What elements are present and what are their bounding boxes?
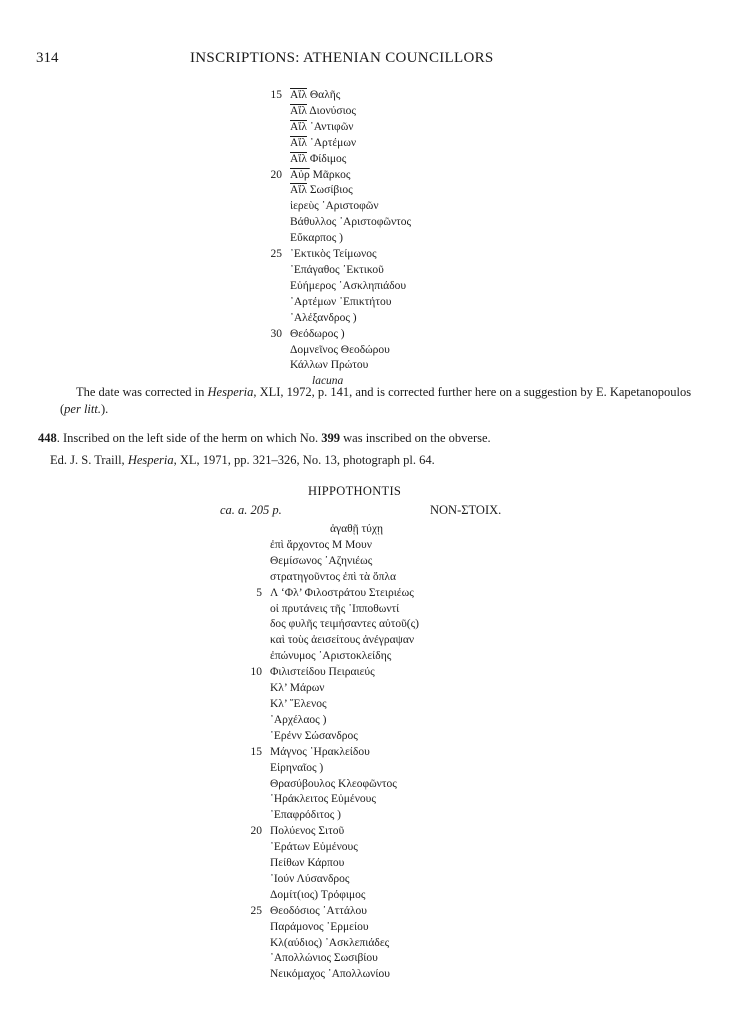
stoichedon-note: NON-ΣΤΟΙΧ. (430, 503, 502, 517)
line-text: Εἰρηναῖος ) (270, 761, 324, 774)
line-number (240, 617, 270, 633)
line-number (260, 263, 290, 279)
line-number (240, 713, 270, 729)
line-number (240, 602, 270, 618)
line-text: Παράμονος ῾Ερμείου (270, 920, 369, 933)
personal-name: ᾿Αντιφῶν (309, 120, 354, 133)
line-text: ῾Ηράκλειτος Εὐμένους (270, 793, 376, 806)
line-text (290, 263, 520, 279)
line-text: ᾿Ιούν Λύσανδρος (270, 872, 350, 885)
line-text (290, 358, 520, 374)
line-number (260, 311, 290, 327)
personal-name: Εὔκαρπος ) (290, 232, 343, 245)
line-text (290, 295, 520, 311)
inscription-line (240, 633, 540, 649)
line-text: Μάγνος ῾Ηρακλείδου (270, 745, 370, 758)
inscription-line (240, 713, 540, 729)
entry-448-heading: 448. Inscribed on the left side of the herm on which No. 399 was inscribed on the obverse. (38, 431, 491, 445)
line-number (260, 343, 290, 359)
personal-name: ἱερεὺς ᾿Αριστοφῶν (290, 200, 379, 213)
line-text (290, 168, 520, 184)
inscription-448-text (240, 522, 540, 983)
line-text: ἐπὶ ἄρχοντος Μ Μουν (270, 538, 372, 551)
line-text: Θεοδόσιος ᾿Αττάλου (270, 904, 367, 917)
personal-name: ᾿Αρτέμων ᾿Επικτήτου (290, 295, 392, 308)
line-text: καὶ τοὺς ἀεισείτους ἀνέγραψαν (270, 634, 415, 647)
per-litt: per litt. (64, 402, 101, 416)
line-text: Πείθων Κάρπου (270, 857, 345, 870)
inscription-line (260, 136, 520, 152)
tribe-heading: HIPPOTHONTIS (308, 484, 402, 498)
line-text: ῾Ερένν Σώσανδρος (270, 729, 358, 742)
personal-name: Θεόδωρος ) (290, 327, 345, 340)
line-number (240, 888, 270, 904)
line-number (260, 199, 290, 215)
inscription-line (240, 554, 540, 570)
inscription-line (240, 920, 540, 936)
inscription-line (240, 602, 540, 618)
personal-name: Βάθυλλος ᾿Αριστοφῶντος (290, 216, 412, 229)
inscription-line (240, 951, 540, 967)
line-number (260, 120, 290, 136)
line-number (240, 681, 270, 697)
line-number (240, 538, 270, 554)
inscription-line (260, 279, 520, 295)
line-text: Φιλιστείδου Πειραιεύς (270, 666, 375, 679)
inscription-line (240, 967, 540, 983)
line-number (240, 554, 270, 570)
line-text: ᾿Εράτων Εὐμένους (270, 841, 358, 854)
inscription-line (260, 152, 520, 168)
line-number: 25 (270, 248, 282, 261)
line-number (260, 279, 290, 295)
line-number: 5 (256, 586, 262, 599)
line-text: δος φυλῆς τειμήσαντες αὐτοῦ(ς) (270, 618, 419, 631)
inscription-line (240, 888, 540, 904)
inscription-date: ca. a. 205 p. (220, 503, 282, 517)
line-number (260, 104, 290, 120)
line-text: Πολύενος Σιτοῦ (270, 825, 345, 838)
line-number (260, 358, 290, 374)
inscription-line (260, 231, 520, 247)
journal-name: Hesperia (127, 453, 174, 467)
personal-name: Κάλλων Πρώτου (290, 359, 369, 372)
inscription-line (260, 183, 520, 199)
inscription-line (240, 824, 540, 840)
line-number: 10 (250, 666, 262, 679)
line-text (290, 247, 520, 263)
inscription-line (260, 343, 520, 359)
inscription-line (240, 745, 540, 761)
line-text: Δομίτ(ιος) Τρόφιμος (270, 888, 366, 901)
inscription-line (260, 358, 520, 374)
inscription-line (260, 199, 520, 215)
inscription-line (240, 617, 540, 633)
line-text: Νεικόμαχος ᾿Απολλωνίου (270, 968, 390, 981)
line-number (240, 570, 270, 586)
personal-name: Σωσίβιος (309, 184, 353, 197)
line-text: ᾿Αρχέλαος ) (270, 713, 327, 726)
line-number (240, 967, 270, 983)
inscription-line (240, 649, 540, 665)
line-text (290, 327, 520, 343)
name-abbreviation: $\overline{Aἴ\lambda}$ (290, 184, 307, 197)
line-text: Κλ’ ῞Ελενος (270, 697, 327, 710)
inscription-line (240, 538, 540, 554)
personal-name: Φίδιμος (309, 152, 347, 165)
line-text (290, 152, 520, 168)
line-number: 20 (270, 168, 282, 181)
inscription-line (260, 104, 520, 120)
lacuna-label: lacuna (312, 375, 344, 388)
personal-name: Μᾶρκος (312, 168, 351, 181)
line-text (290, 104, 520, 120)
line-number (260, 183, 290, 199)
journal-name: Hesperia (207, 385, 254, 399)
line-text (290, 311, 520, 327)
line-number (260, 231, 290, 247)
edition-reference: Ed. J. S. Traill, Hesperia, XL, 1971, pp. 321–326, No. 13, photograph pl. 64. (50, 453, 435, 467)
line-number (240, 777, 270, 793)
inscription-line (240, 904, 540, 920)
line-number (240, 729, 270, 745)
line-number: 25 (250, 904, 262, 917)
line-text: Θρασύβουλος Κλεοφῶντος (270, 777, 397, 790)
entry-number: 448 (38, 431, 57, 445)
cross-reference: 399 (321, 431, 341, 445)
personal-name: Διονύσιος (309, 104, 356, 117)
line-text (290, 183, 520, 199)
line-number (240, 856, 270, 872)
line-number (240, 697, 270, 713)
inscription-line (260, 168, 520, 184)
line-text (290, 199, 520, 215)
inscription-line (260, 327, 520, 343)
inscription-line (240, 729, 540, 745)
line-text: ᾿Απολλώνιος Σωσιβίου (270, 952, 378, 965)
inscription-line (240, 681, 540, 697)
line-number (240, 951, 270, 967)
personal-name: ᾿Εκτικὸς Τείμωνος (290, 248, 377, 261)
inscription-line (240, 777, 540, 793)
inscription-line (260, 247, 520, 263)
inscription-line (260, 215, 520, 231)
line-text: Λ ‘Φλ’ Φιλοστράτου Στειριέως (270, 586, 414, 599)
name-abbreviation: $\overline{Aἴ\lambda}$ (290, 152, 307, 165)
line-number (240, 936, 270, 952)
line-text: ᾿Επαφρόδιτος ) (270, 809, 341, 822)
inscription-line (260, 88, 520, 104)
inscription-line (240, 697, 540, 713)
line-text: στρατηγοῦντος ἐπὶ τὰ ὅπλα (270, 570, 397, 583)
inscription-line (240, 761, 540, 777)
line-text (290, 231, 520, 247)
line-text: ἀγαθῇ τύχῃ (330, 523, 383, 535)
line-number (240, 761, 270, 777)
name-abbreviation: $\overline{Aἴ\lambda}$ (290, 120, 307, 133)
personal-name: ᾿Αλέξανδρος ) (290, 311, 357, 324)
line-number: 15 (250, 745, 262, 758)
running-title: INSCRIPTIONS: ATHENIAN COUNCILLORS (190, 50, 494, 66)
line-text (290, 215, 520, 231)
name-abbreviation: $\overline{Aὐ\rho}$ (290, 168, 310, 181)
line-number (240, 633, 270, 649)
line-number (260, 152, 290, 168)
personal-name: Θαλῆς (309, 89, 341, 101)
name-abbreviation: $\overline{Aἴ\lambda}$ (290, 104, 307, 117)
line-number (260, 295, 290, 311)
line-number: 30 (270, 327, 282, 340)
inscription-447-continued (260, 88, 520, 390)
line-number (240, 649, 270, 665)
line-text (290, 88, 520, 104)
personal-name: ᾿Αρτέμων (309, 136, 357, 149)
line-text (290, 136, 520, 152)
line-text: Κλ’ Μάρων (270, 682, 325, 695)
line-text: ἐπώνυμος ᾿Αριστοκλείδης (270, 650, 392, 663)
line-number: 15 (270, 89, 282, 101)
line-number (240, 522, 270, 538)
inscription-line (240, 522, 540, 538)
personal-name: Εὐήμερος ᾿Ασκληπιάδου (290, 279, 407, 292)
inscription-line (240, 570, 540, 586)
inscription-line (240, 808, 540, 824)
line-number (260, 215, 290, 231)
inscription-line (240, 872, 540, 888)
inscription-line (240, 665, 540, 681)
inscription-line (260, 263, 520, 279)
inscription-line (240, 792, 540, 808)
line-text (290, 120, 520, 136)
line-number (240, 792, 270, 808)
line-number (240, 808, 270, 824)
line-number (240, 920, 270, 936)
line-text (290, 279, 520, 295)
date-correction-note: The date was corrected in Hesperia, XLI, 1972, p. 141, and is corrected further here on a suggestion by E. Kapetanopoulos (per litt.). (60, 385, 692, 416)
inscription-line (260, 295, 520, 311)
line-number (240, 872, 270, 888)
line-number: 20 (250, 825, 262, 838)
inscription-line (240, 586, 540, 602)
line-number (260, 136, 290, 152)
inscription-line (260, 120, 520, 136)
inscription-line (240, 840, 540, 856)
line-text: Θεμίσωνος ᾿Αζηνιέως (270, 554, 373, 567)
page-number: 314 (36, 50, 59, 66)
inscription-line (240, 856, 540, 872)
line-text (290, 343, 520, 359)
name-abbreviation: $\overline{Aἴ\lambda}$ (290, 136, 307, 149)
inscription-line (240, 936, 540, 952)
line-number (240, 840, 270, 856)
line-text: Κλ(αύδιος) ᾿Ασκλεπιάδες (270, 936, 390, 949)
personal-name: Δομνεῖνος Θεοδώρου (290, 343, 390, 356)
personal-name: ᾿Επάγαθος ᾿Εκτικοῦ (290, 263, 384, 276)
inscription-line (260, 311, 520, 327)
name-abbreviation: $\overline{Aἴ\lambda}$ (290, 89, 307, 101)
line-text: οἱ πρυτάνεις τῆς ῾Ιπποθωντί (270, 602, 400, 615)
